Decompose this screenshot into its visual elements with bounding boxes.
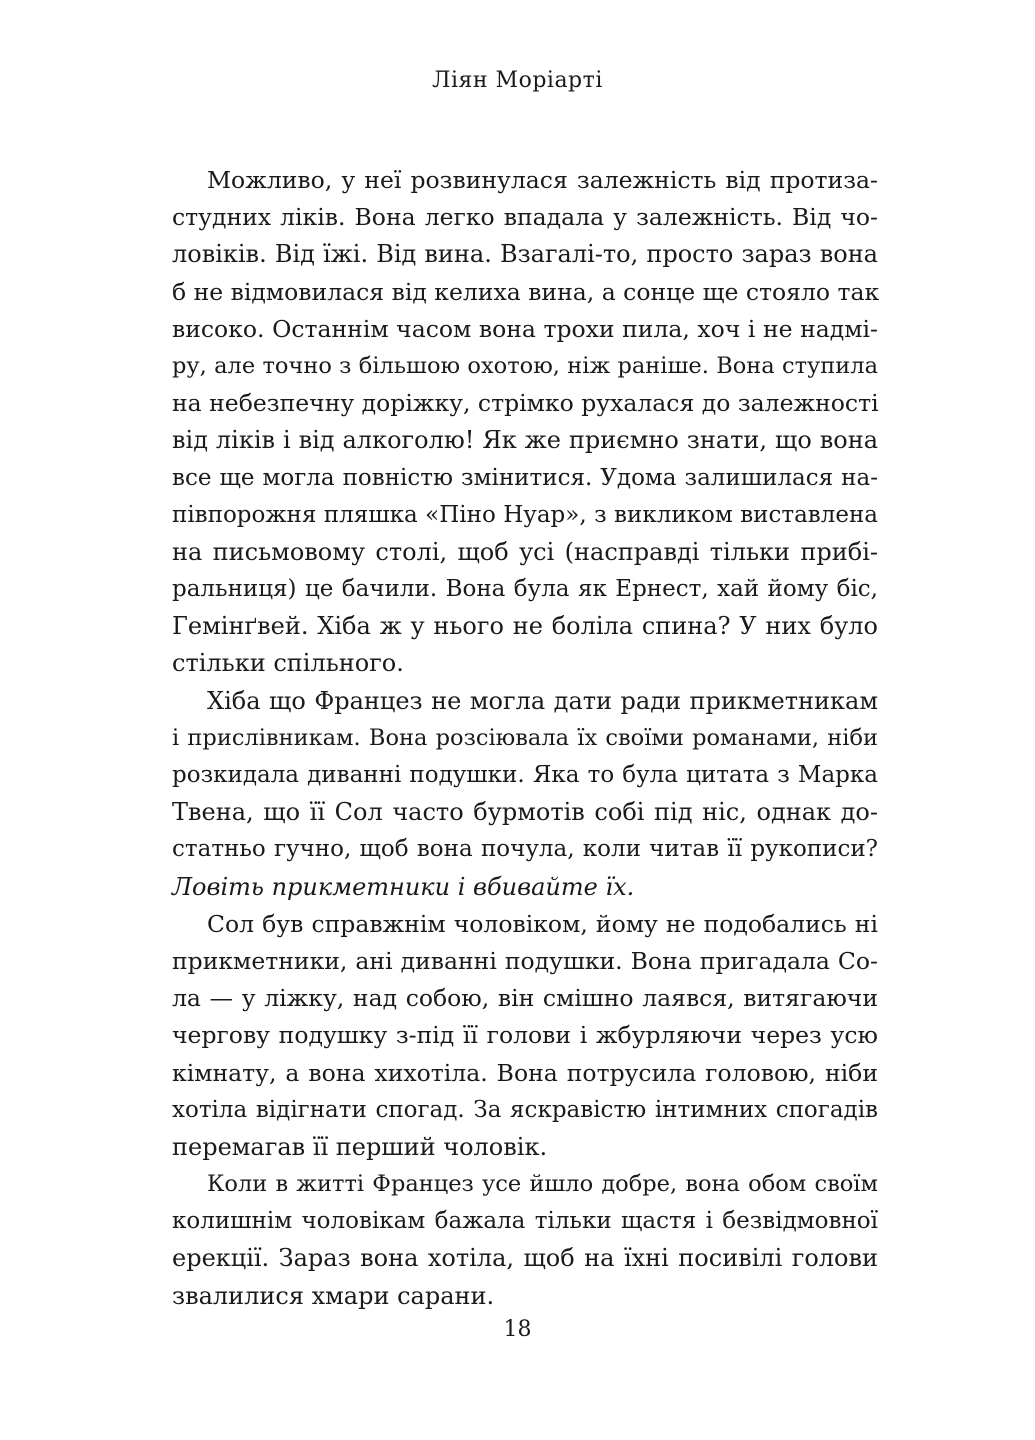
text-line: стільки спільного. (172, 649, 404, 678)
text-line: і прислівникам. Вона розсіювала їх своїми романами, ніби (172, 724, 878, 751)
text-line: високо. Останнім часом вона трохи пила, хоч і не надмі- (172, 314, 878, 343)
text-line: студних ліків. Вона легко впадала у залежність. Від чо- (172, 203, 878, 232)
text-line: ральниця) це бачили. Вона була як Ернест, хай йому біс, (172, 576, 878, 603)
text-line: ла — у ліжку, над собою, він смішно лаявся, витягаючи (172, 984, 878, 1013)
text-line: перемагав її перший чоловік. (172, 1132, 548, 1161)
text-line: розкидала диванні подушки. Яка то була цитата з Марка (172, 762, 878, 788)
paragraph (172, 162, 878, 683)
italic-quote-line: Ловіть прикметники і вбивайте їх. (172, 872, 635, 901)
text-line: на небезпечну доріжку, стрімко рухалася до залежності (172, 389, 879, 418)
page-number: 18 (503, 1317, 532, 1342)
text-line: хотіла відігнати спогад. За яскравістю інтимних спогадів (172, 1096, 878, 1123)
body-text (172, 162, 878, 1315)
text-line: колишнім чоловікам бажала тільки щастя і безвідмовної (172, 1208, 878, 1235)
paragraph (172, 683, 878, 906)
text-line: Коли в житті Францез усе йшло добре, вона обом своїм (207, 1171, 878, 1198)
text-line: б не відмовилася від келиха вина, а сонце ще стояло так (172, 277, 880, 306)
text-line: Гемінґвей. Хіба ж у нього не боліла спина? У них було (172, 612, 878, 641)
paragraph (172, 1166, 878, 1315)
paragraph (172, 906, 878, 1166)
text-line: все ще могла повністю змінитися. Удома залишилася на- (172, 464, 878, 491)
text-line: статньо гучно, щоб вона почула, коли читав її рукописи? (172, 836, 878, 863)
text-line: ру, але точно з більшою охотою, ніж раніше. Вона ступила (172, 352, 878, 379)
text-line: ловіків. Від їжі. Від вина. Взагалі-то, просто зараз вона (172, 240, 878, 269)
text-line: чергову подушку з-під її голови і жбурляючи через усю (172, 1021, 878, 1050)
text-line: Хіба що Францез не могла дати ради прикметникам (207, 686, 878, 715)
text-line: Сол був справжнім чоловіком, йому не подобались ні (207, 909, 878, 938)
text-line: Можливо, у неї розвинулася залежність від протиза- (207, 166, 878, 194)
text-line: прикметники, ані диванні подушки. Вона пригадала Со- (172, 946, 878, 975)
text-line: на письмовому столі, щоб усі (насправді тільки прибі- (172, 537, 878, 566)
running-head-author: Ліян Моріарті (432, 68, 603, 93)
text-line: Твена, що її Сол часто бурмотів собі під ніс, однак до- (172, 798, 878, 827)
text-line: ерекції. Зараз вона хотіла, щоб на їхні посивілі голови (172, 1244, 878, 1273)
text-line: звалилися хмари сарани. (172, 1281, 495, 1310)
text-line: кімнату, а вона хихотіла. Вона потрусила головою, ніби (172, 1058, 878, 1087)
text-line: від ліків і від алкоголю! Як же приємно знати, що вона (172, 426, 878, 455)
text-line: півпорожня пляшка «Піно Нуар», з викликом виставлена (172, 501, 878, 528)
